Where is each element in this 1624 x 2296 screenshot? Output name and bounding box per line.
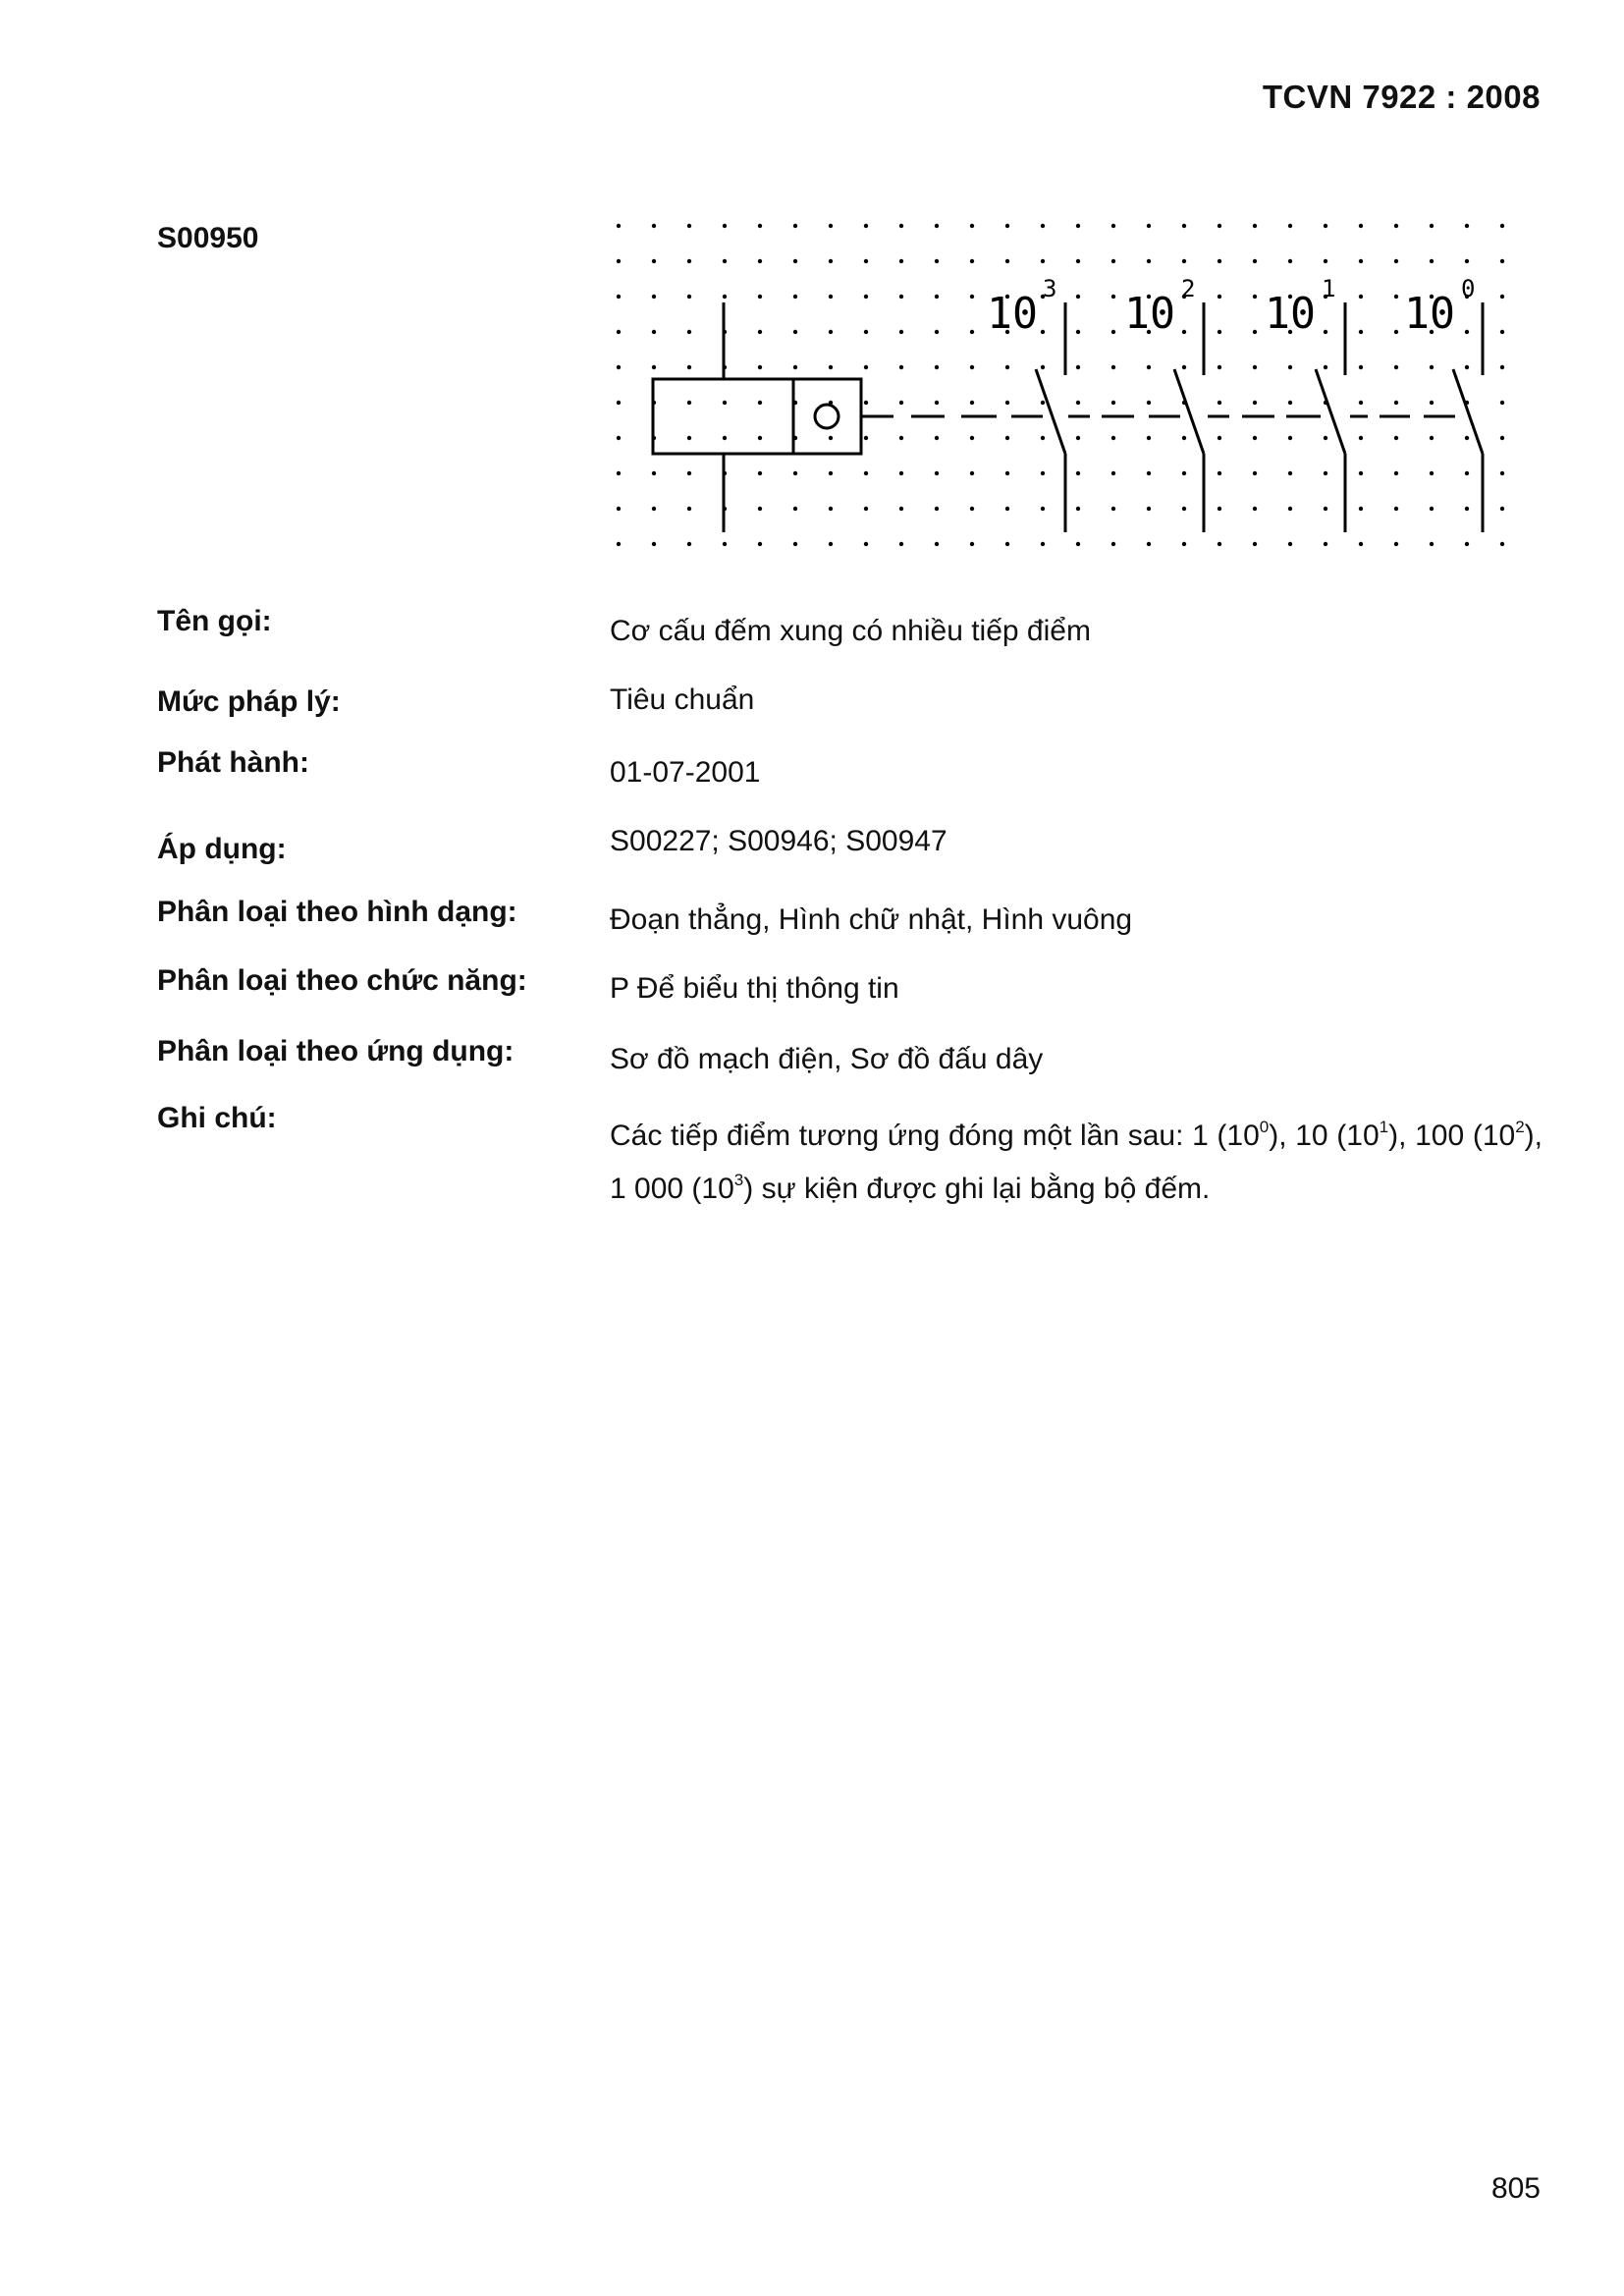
grid-dot bbox=[899, 507, 903, 511]
grid-dot bbox=[899, 330, 903, 334]
grid-dot bbox=[970, 224, 974, 228]
grid-dot bbox=[1288, 224, 1292, 228]
grid-dot bbox=[864, 259, 868, 263]
grid-dot bbox=[1253, 401, 1257, 405]
symbol-code: S00950 bbox=[157, 222, 259, 254]
grid-dot bbox=[1253, 471, 1257, 475]
grid-dot bbox=[970, 542, 974, 546]
grid-dot bbox=[1288, 471, 1292, 475]
page-number: 805 bbox=[1490, 2172, 1541, 2205]
grid-dot bbox=[1465, 259, 1469, 263]
grid-dot bbox=[899, 542, 903, 546]
grid-dot bbox=[1324, 330, 1327, 334]
grid-dot bbox=[758, 436, 762, 440]
label-applies: Áp dụng: bbox=[157, 833, 287, 865]
grid-dot bbox=[687, 365, 691, 369]
grid-dot bbox=[864, 436, 868, 440]
grid-dot bbox=[793, 507, 797, 511]
grid-dot bbox=[1500, 295, 1504, 299]
grid-dot bbox=[1465, 436, 1469, 440]
grid-dot bbox=[758, 365, 762, 369]
grid-dot bbox=[1500, 436, 1504, 440]
grid-dot bbox=[1359, 436, 1363, 440]
dot-grid bbox=[617, 224, 1504, 546]
grid-dot bbox=[1041, 542, 1045, 546]
grid-dot bbox=[899, 295, 903, 299]
grid-dot bbox=[1182, 507, 1186, 511]
grid-dot bbox=[1147, 436, 1151, 440]
grid-dot bbox=[970, 436, 974, 440]
grid-dot bbox=[687, 401, 691, 405]
contact-label-10-0: 10 bbox=[1404, 289, 1455, 339]
grid-dot bbox=[970, 507, 974, 511]
grid-dot bbox=[1005, 224, 1009, 228]
grid-dot bbox=[1182, 542, 1186, 546]
grid-dot bbox=[1041, 436, 1045, 440]
grid-dot bbox=[1076, 436, 1080, 440]
grid-dot bbox=[935, 224, 939, 228]
grid-dot bbox=[935, 401, 939, 405]
grid-dot bbox=[935, 507, 939, 511]
grid-dot bbox=[899, 401, 903, 405]
grid-dot bbox=[1394, 436, 1398, 440]
label-function: Phân loại theo chức năng: bbox=[157, 964, 527, 997]
grid-dot bbox=[1005, 365, 1009, 369]
grid-dot bbox=[1218, 295, 1221, 299]
grid-dot bbox=[1147, 259, 1151, 263]
grid-dot bbox=[1500, 330, 1504, 334]
grid-dot bbox=[1111, 259, 1115, 263]
grid-dot bbox=[758, 295, 762, 299]
grid-dot bbox=[864, 224, 868, 228]
grid-dot bbox=[864, 507, 868, 511]
grid-dot bbox=[1253, 330, 1257, 334]
grid-dot bbox=[687, 224, 691, 228]
grid-dot bbox=[1288, 542, 1292, 546]
grid-dot bbox=[1324, 259, 1327, 263]
grid-dot bbox=[617, 259, 621, 263]
grid-dot bbox=[1324, 224, 1327, 228]
grid-dot bbox=[1218, 401, 1221, 405]
grid-dot bbox=[1394, 471, 1398, 475]
value-application: Sơ đồ mạch điện, Sơ đồ đấu dây bbox=[610, 1043, 1044, 1075]
grid-dot bbox=[1430, 471, 1434, 475]
grid-dot bbox=[1253, 259, 1257, 263]
grid-dot bbox=[1430, 436, 1434, 440]
grid-dot bbox=[1465, 330, 1469, 334]
grid-dot bbox=[1218, 542, 1221, 546]
grid-dot bbox=[1430, 365, 1434, 369]
grid-dot bbox=[1324, 471, 1327, 475]
contact-label-10-2: 10 bbox=[1124, 289, 1175, 339]
grid-dot bbox=[864, 330, 868, 334]
value-applies: S00227; S00946; S00947 bbox=[610, 825, 947, 857]
grid-dot bbox=[1218, 471, 1221, 475]
grid-dot bbox=[829, 365, 833, 369]
label-application: Phân loại theo ứng dụng: bbox=[157, 1035, 514, 1067]
grid-dot bbox=[617, 224, 621, 228]
value-name: Cơ cấu đếm xung có nhiều tiếp điểm bbox=[610, 615, 1091, 647]
grid-dot bbox=[1500, 471, 1504, 475]
grid-dot bbox=[1076, 365, 1080, 369]
grid-dot bbox=[687, 436, 691, 440]
grid-dot bbox=[1324, 436, 1327, 440]
label-note: Ghi chú: bbox=[157, 1102, 277, 1134]
grid-dot bbox=[970, 295, 974, 299]
grid-dot bbox=[652, 507, 656, 511]
grid-dot bbox=[1500, 507, 1504, 511]
grid-dot bbox=[1394, 507, 1398, 511]
grid-dot bbox=[758, 224, 762, 228]
grid-dot bbox=[935, 330, 939, 334]
grid-dot bbox=[1182, 330, 1186, 334]
grid-dot bbox=[1359, 401, 1363, 405]
grid-dot bbox=[1111, 401, 1115, 405]
grid-dot bbox=[899, 365, 903, 369]
value-function: P Để biểu thị thông tin bbox=[610, 972, 899, 1005]
grid-dot bbox=[1288, 507, 1292, 511]
grid-dot bbox=[1430, 507, 1434, 511]
grid-dot bbox=[1359, 224, 1363, 228]
contact-exp-0: 0 bbox=[1461, 275, 1476, 302]
grid-dot bbox=[1394, 365, 1398, 369]
grid-dot bbox=[1359, 295, 1363, 299]
grid-dot bbox=[758, 330, 762, 334]
grid-dot bbox=[1500, 224, 1504, 228]
label-name: Tên gọi: bbox=[157, 605, 272, 637]
grid-dot bbox=[1218, 507, 1221, 511]
grid-dot bbox=[1111, 471, 1115, 475]
grid-dot bbox=[935, 259, 939, 263]
grid-dot bbox=[723, 259, 727, 263]
grid-dot bbox=[1465, 471, 1469, 475]
grid-dot bbox=[899, 224, 903, 228]
value-note: Các tiếp điểm tương ứng đóng một lần sau: 1 $(10^0)$, 10 $(10^1)$, 100 $(10^2)$, 1 000 $(10^3)$ sự kiện được ghi lại bằng bộ đếm. bbox=[610, 1118, 1543, 1205]
grid-dot bbox=[1041, 224, 1045, 228]
grid-dot bbox=[1182, 365, 1186, 369]
grid-dot bbox=[1111, 295, 1115, 299]
grid-dot bbox=[1111, 542, 1115, 546]
grid-dot bbox=[1500, 542, 1504, 546]
grid-dot bbox=[1005, 436, 1009, 440]
contact-exp-3: 3 bbox=[1043, 275, 1057, 302]
grid-dot bbox=[1359, 330, 1363, 334]
grid-dot bbox=[970, 330, 974, 334]
grid-dot bbox=[1253, 507, 1257, 511]
label-issued: Phát hành: bbox=[157, 746, 309, 779]
grid-dot bbox=[1500, 365, 1504, 369]
grid-dot bbox=[829, 330, 833, 334]
grid-dot bbox=[1394, 224, 1398, 228]
grid-dot bbox=[687, 259, 691, 263]
grid-dot bbox=[1111, 330, 1115, 334]
grid-dot bbox=[935, 295, 939, 299]
value-issued: 01-07-2001 bbox=[610, 756, 761, 789]
grid-dot bbox=[1076, 401, 1080, 405]
grid-dot bbox=[935, 365, 939, 369]
grid-dot bbox=[1465, 542, 1469, 546]
grid-dot bbox=[1500, 259, 1504, 263]
grid-dot bbox=[899, 436, 903, 440]
grid-dot bbox=[652, 330, 656, 334]
grid-dot bbox=[1076, 330, 1080, 334]
grid-dot bbox=[617, 542, 621, 546]
grid-dot bbox=[1218, 436, 1221, 440]
grid-dot bbox=[758, 401, 762, 405]
grid-dot bbox=[1182, 224, 1186, 228]
grid-dot bbox=[723, 295, 727, 299]
grid-dot bbox=[935, 436, 939, 440]
grid-dot bbox=[970, 259, 974, 263]
grid-dot bbox=[1288, 436, 1292, 440]
grid-dot bbox=[1041, 259, 1045, 263]
grid-dot bbox=[1430, 224, 1434, 228]
grid-dot bbox=[1005, 259, 1009, 263]
grid-dot bbox=[652, 542, 656, 546]
grid-dot bbox=[1253, 436, 1257, 440]
grid-dot bbox=[829, 471, 833, 475]
grid-dot bbox=[652, 365, 656, 369]
grid-dot bbox=[617, 401, 621, 405]
grid-dot bbox=[1111, 365, 1115, 369]
grid-dot bbox=[829, 295, 833, 299]
grid-dot bbox=[793, 259, 797, 263]
contact-exp-1: 1 bbox=[1322, 275, 1336, 302]
grid-dot bbox=[1005, 507, 1009, 511]
grid-dot bbox=[829, 259, 833, 263]
grid-dot bbox=[1359, 259, 1363, 263]
standard-header: TCVN 7922 : 2008 bbox=[1262, 79, 1541, 115]
grid-dot bbox=[687, 507, 691, 511]
grid-dot bbox=[617, 365, 621, 369]
grid-dot bbox=[1465, 507, 1469, 511]
grid-dot bbox=[829, 436, 833, 440]
grid-dot bbox=[864, 471, 868, 475]
grid-dot bbox=[1147, 365, 1151, 369]
grid-dot bbox=[652, 224, 656, 228]
grid-dot bbox=[1218, 330, 1221, 334]
label-shape: Phân loại theo hình dạng: bbox=[157, 896, 517, 928]
grid-dot bbox=[1465, 365, 1469, 369]
grid-dot bbox=[1111, 224, 1115, 228]
grid-dot bbox=[970, 401, 974, 405]
contact-exp-2: 2 bbox=[1181, 275, 1196, 302]
grid-dot bbox=[687, 471, 691, 475]
grid-dot bbox=[723, 224, 727, 228]
contact-label-10-1: 10 bbox=[1265, 289, 1316, 339]
grid-dot bbox=[1041, 507, 1045, 511]
grid-dot bbox=[1182, 471, 1186, 475]
grid-dot bbox=[1147, 507, 1151, 511]
grid-dot bbox=[793, 365, 797, 369]
grid-dot bbox=[1076, 542, 1080, 546]
grid-dot bbox=[1076, 471, 1080, 475]
grid-dot bbox=[1005, 401, 1009, 405]
grid-dot bbox=[687, 295, 691, 299]
grid-dot bbox=[1500, 401, 1504, 405]
grid-dot bbox=[652, 295, 656, 299]
grid-dot bbox=[617, 295, 621, 299]
grid-dot bbox=[617, 330, 621, 334]
grid-dot bbox=[970, 471, 974, 475]
symbol-diagram bbox=[599, 208, 1542, 581]
label-legal: Mức pháp lý: bbox=[157, 685, 341, 718]
grid-dot bbox=[1359, 365, 1363, 369]
coil-rectangle bbox=[653, 379, 861, 454]
grid-dot bbox=[1182, 436, 1186, 440]
grid-dot bbox=[617, 436, 621, 440]
grid-dot bbox=[652, 259, 656, 263]
grid-dot bbox=[1076, 259, 1080, 263]
grid-dot bbox=[1111, 507, 1115, 511]
grid-dot bbox=[1253, 224, 1257, 228]
grid-dot bbox=[1430, 401, 1434, 405]
grid-dot bbox=[829, 507, 833, 511]
grid-dot bbox=[1359, 471, 1363, 475]
grid-dot bbox=[758, 471, 762, 475]
grid-dot bbox=[758, 507, 762, 511]
grid-dot bbox=[652, 471, 656, 475]
grid-dot bbox=[1041, 365, 1045, 369]
grid-dot bbox=[1218, 259, 1221, 263]
grid-dot bbox=[1394, 259, 1398, 263]
grid-dot bbox=[793, 542, 797, 546]
grid-dot bbox=[1041, 330, 1045, 334]
grid-dot bbox=[935, 471, 939, 475]
grid-dot bbox=[829, 224, 833, 228]
grid-dot bbox=[1324, 542, 1327, 546]
grid-dot bbox=[1005, 542, 1009, 546]
grid-dot bbox=[899, 471, 903, 475]
grid-dot bbox=[1076, 507, 1080, 511]
grid-dot bbox=[1253, 365, 1257, 369]
grid-dot bbox=[829, 542, 833, 546]
grid-dot bbox=[1218, 224, 1221, 228]
value-shape: Đoạn thẳng, Hình chữ nhật, Hình vuông bbox=[610, 903, 1133, 936]
grid-dot bbox=[970, 365, 974, 369]
grid-dot bbox=[1359, 542, 1363, 546]
grid-dot bbox=[1394, 330, 1398, 334]
grid-dot bbox=[1253, 542, 1257, 546]
grid-dot bbox=[864, 542, 868, 546]
grid-dot bbox=[1359, 507, 1363, 511]
value-legal: Tiêu chuẩn bbox=[610, 683, 755, 716]
grid-dot bbox=[864, 401, 868, 405]
grid-dot bbox=[1041, 401, 1045, 405]
grid-dot bbox=[1111, 436, 1115, 440]
contact-10-0 bbox=[1453, 302, 1483, 532]
grid-dot bbox=[1076, 224, 1080, 228]
grid-dot bbox=[793, 224, 797, 228]
grid-dot bbox=[758, 542, 762, 546]
grid-dot bbox=[723, 542, 727, 546]
grid-dot bbox=[758, 259, 762, 263]
grid-dot bbox=[793, 295, 797, 299]
grid-dot bbox=[1324, 365, 1327, 369]
grid-dot bbox=[864, 295, 868, 299]
grid-dot bbox=[1394, 401, 1398, 405]
grid-dot bbox=[1147, 542, 1151, 546]
grid-dot bbox=[1430, 259, 1434, 263]
grid-dot bbox=[1041, 471, 1045, 475]
grid-dot bbox=[687, 542, 691, 546]
grid-dot bbox=[723, 436, 727, 440]
grid-dot bbox=[1076, 295, 1080, 299]
grid-dot bbox=[793, 330, 797, 334]
grid-dot bbox=[1182, 259, 1186, 263]
grid-dot bbox=[723, 401, 727, 405]
grid-dot bbox=[1147, 224, 1151, 228]
grid-dot bbox=[1465, 224, 1469, 228]
grid-dot bbox=[1288, 401, 1292, 405]
grid-dot bbox=[899, 259, 903, 263]
grid-dot bbox=[1005, 471, 1009, 475]
grid-dot bbox=[1288, 365, 1292, 369]
grid-dot bbox=[1324, 507, 1327, 511]
grid-dot bbox=[864, 365, 868, 369]
grid-dot bbox=[793, 471, 797, 475]
grid-dot bbox=[1147, 401, 1151, 405]
grid-dot bbox=[617, 507, 621, 511]
grid-dot bbox=[1147, 471, 1151, 475]
grid-dot bbox=[1218, 365, 1221, 369]
grid-dot bbox=[687, 330, 691, 334]
grid-dot bbox=[935, 542, 939, 546]
grid-dot bbox=[1394, 295, 1398, 299]
contact-label-10-3: 10 bbox=[987, 289, 1038, 339]
grid-dot bbox=[1253, 295, 1257, 299]
grid-dot bbox=[1430, 542, 1434, 546]
coil-circle-mark bbox=[815, 405, 839, 428]
grid-dot bbox=[1394, 542, 1398, 546]
grid-dot bbox=[617, 471, 621, 475]
grid-dot bbox=[1288, 259, 1292, 263]
